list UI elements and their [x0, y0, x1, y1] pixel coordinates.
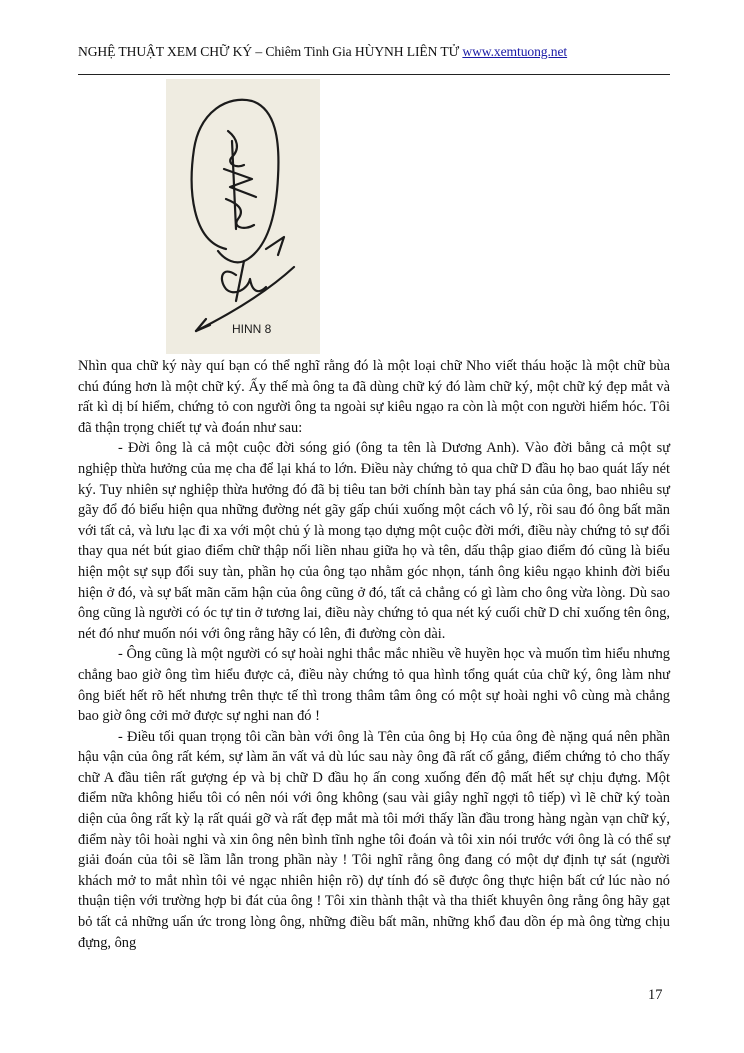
header-divider [78, 74, 670, 75]
paragraph-2: - Ông cũng là một người có sự hoài nghi thắc mắc nhiều về huyền học và muốn tìm hiểu nhưng chẳng bao giờ ông tìm hiểu được cả, điều này chứng tỏ qua hình tổng quát của chữ ký, ông làm như ông biết hết rõ hết nhưng trên thực tế thì trong thâm tâm ông có một sự hoài nghi vô cùng mà chẳng bao giờ ông cởi mở được sự nghi nan đó ! [78, 646, 670, 725]
header-title: NGHỆ THUẬT XEM CHỮ KÝ – Chiêm Tinh Gia HÙYNH LIÊN TỬ [78, 44, 460, 59]
signature-drawing [166, 79, 320, 354]
paragraph-intro: Nhìn qua chữ ký này quí bạn có thể nghĩ rằng đó là một loại chữ Nho viết tháu hoặc là một chữ bùa chú đúng hơn là một chữ ký. Ấy thế mà ông ta đã dùng chữ ký đó làm chữ ký, một chữ ký đẹp mắt và rất kì dị bí hiểm, chứng tỏ con người ông ta ngoài sự kiêu ngạo ra còn là một con người hiểm hóc. Tôi đã thận trọng chiết tự và đoán như sau: [78, 358, 670, 436]
signature-image [166, 79, 320, 354]
body-text [78, 356, 670, 953]
website-link[interactable]: www.xemtuong.net [462, 44, 568, 59]
paragraph-3: - Điều tối quan trọng tôi cần bàn với ông là Tên của ông bị Họ của ông đè nặng quá nên phần hậu vận của ông rất kém, sự làm ăn vất vả dù lúc sau này ông đã rất cố gắng, điểm chứng tỏ cho thấy chữ A đầu tiên rất gượng ép và bị chữ D đầu họ ấn cong xuống đến độ mất hết sự chịu đựng. Một điểm nữa không hiểu tôi có nên nói với ông không (sau vài giây nghĩ ngợi tô tiếp) vì lẽ chữ ký toàn diện của ông rất kỳ lạ rất quái gỡ và rất đẹp mắt mà tôi mới thấy lần đầu trong hàng ngàn vạn chữ ký, điểm này tôi hoài nghi và xin ông nên bình tĩnh nghe tôi đoán và tôi xin nói trước với ông là có thể sự giải đoán của tôi sẽ lầm lẫn trong phần này ! Tôi nghĩ rằng ông đang có một dự định tự sát (người khách mở to mắt nhìn tôi vẻ ngạc nhiên hiện rõ) dự tính đó sẽ được ông thực hiện bất cứ lúc nào nó thuận tiện với trường hợp bi đát của ông ! Tôi xin thành thật và tha thiết khuyên ông rằng ông hãy gạt bỏ tất cả những uẩn ức trong lòng ông, những điều bất mãn, những khổ đau dồn ép mà ông từng chịu đựng, ông [78, 728, 670, 951]
paragraph-1: - Đời ông là cả một cuộc đời sóng gió (ông ta tên là Dương Anh). Vào đời bằng cả một sự nghiệp thừa hưởng của mẹ cha để lại khá to lớn. Điều này chứng tỏ qua chữ D đầu họ bao quát lấy nét ký. Tuy nhiên sự nghiệp thừa hưởng đó đã bị tiêu tan bởi chính bàn tay phá sản của ông, bao nhiêu sự gãy đổ đó biểu hiện qua những đường nét gãy gấp chúi xuống một cách vô lý, rồi sau đó ông bất mãn với tất cả, và lưu lạc đi xa với một chủ ý là mong tạo dựng một cuộc đời mới, điều này chứng tỏ sự đổi thay qua nét bút giao điểm chữ thập nối liền nhau giữa họ và tên, dấu thập giao điểm đó cũng là biểu hiện một sự sụp đổi suy tàn, phần họ của ông tạo nhằm góc nhọn, tánh ông kiêu ngạo khinh đời biểu hiện ở đó, và sự bất mãn căm hận của ông cũng ở đó, tất cả chẳng có gì làm cho ông vừa lòng. Dù sao ông cũng là người có óc tự tin ở tương lai, điều này chứng tỏ qua nét ký cuối chữ D chỉ xuống tên ông, nét đó như muốn nói với ông rằng hãy có lên, đi đường còn dài. [78, 440, 670, 642]
signature-text: HINN 8 [232, 322, 272, 336]
running-header [78, 44, 668, 60]
page-number: 17 [648, 987, 663, 1003]
